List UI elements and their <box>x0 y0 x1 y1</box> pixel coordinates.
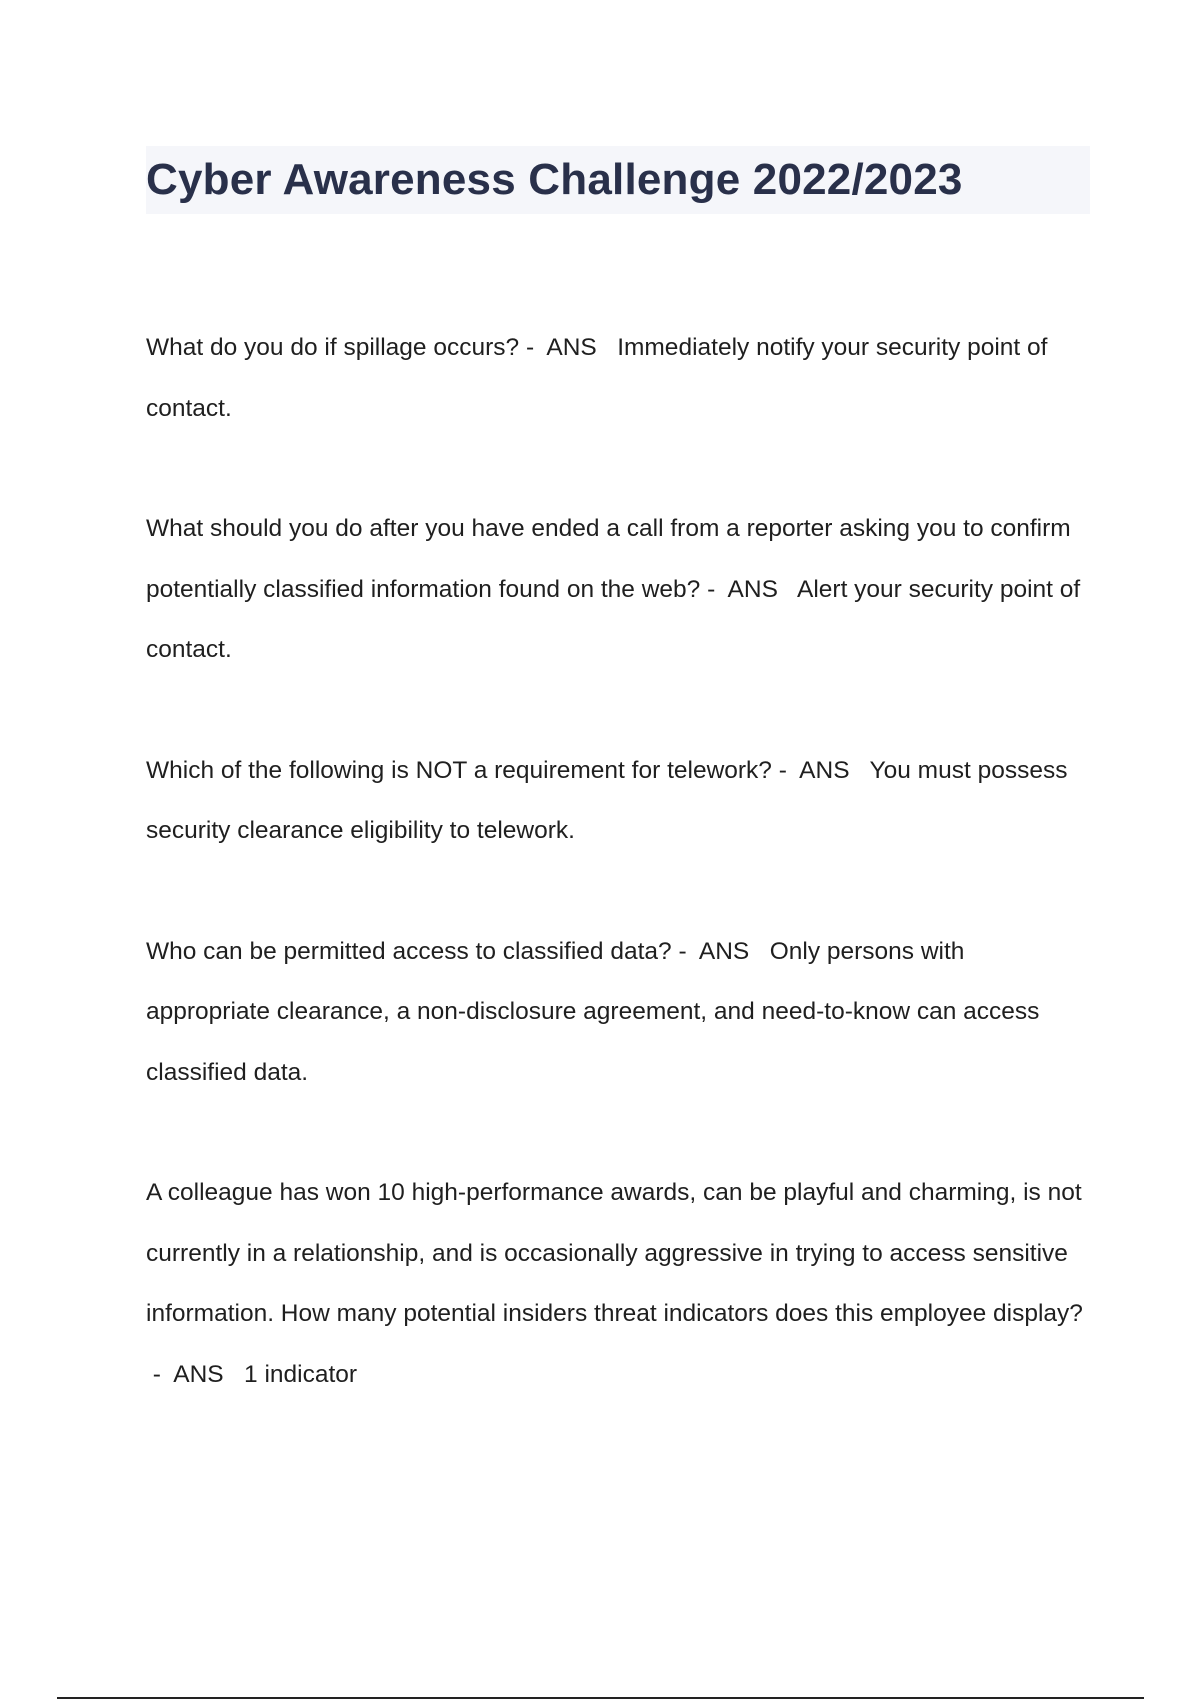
answer-marker: - ANS <box>519 334 618 361</box>
answer-marker: - ANS <box>146 1360 245 1388</box>
question-text: What should you do after you have ended a call from a reporter asking you to confirm potentially classified information found on the web? <box>146 515 1071 603</box>
answer-text: Immediately notify your security point of contact. <box>146 334 1048 422</box>
footer-divider <box>57 1697 1144 1699</box>
qa-item-insider-threat <box>146 1163 1090 1405</box>
qa-item-reporter-call <box>146 499 1090 681</box>
qa-item-classified-access <box>146 922 1090 1104</box>
question-text: What do you do if spillage occurs? <box>146 334 520 361</box>
document-title: Cyber Awareness Challenge 2022/2023 <box>146 155 963 204</box>
question-text: A colleague has won 10 high-performance awards, can be playful and charming, is not currently in a relationship, and is occasionally aggressive in trying to access sensitive information. How many potential insiders threat indicators does this employee display? <box>146 1179 1083 1327</box>
answer-text: Alert your security point of contact. <box>146 575 1081 663</box>
qa-list <box>146 318 1090 1465</box>
question-text: Who can be permitted access to classified data? <box>146 937 672 965</box>
qa-item-telework <box>146 741 1090 862</box>
answer-text: 1 indicator <box>244 1360 358 1388</box>
answer-marker: - ANS <box>671 937 770 965</box>
answer-marker: - ANS <box>771 756 870 784</box>
question-text: Which of the following is NOT a requirement for telework? <box>146 756 772 784</box>
answer-text: You must possess security clearance eligibility to telework. <box>146 756 1068 844</box>
title-band <box>146 146 1090 214</box>
answer-text: Only persons with appropriate clearance, a non-disclosure agreement, and need-to-know can access classified data. <box>146 937 1040 1086</box>
answer-marker: - ANS <box>700 575 797 603</box>
qa-item-spillage <box>146 318 1090 439</box>
